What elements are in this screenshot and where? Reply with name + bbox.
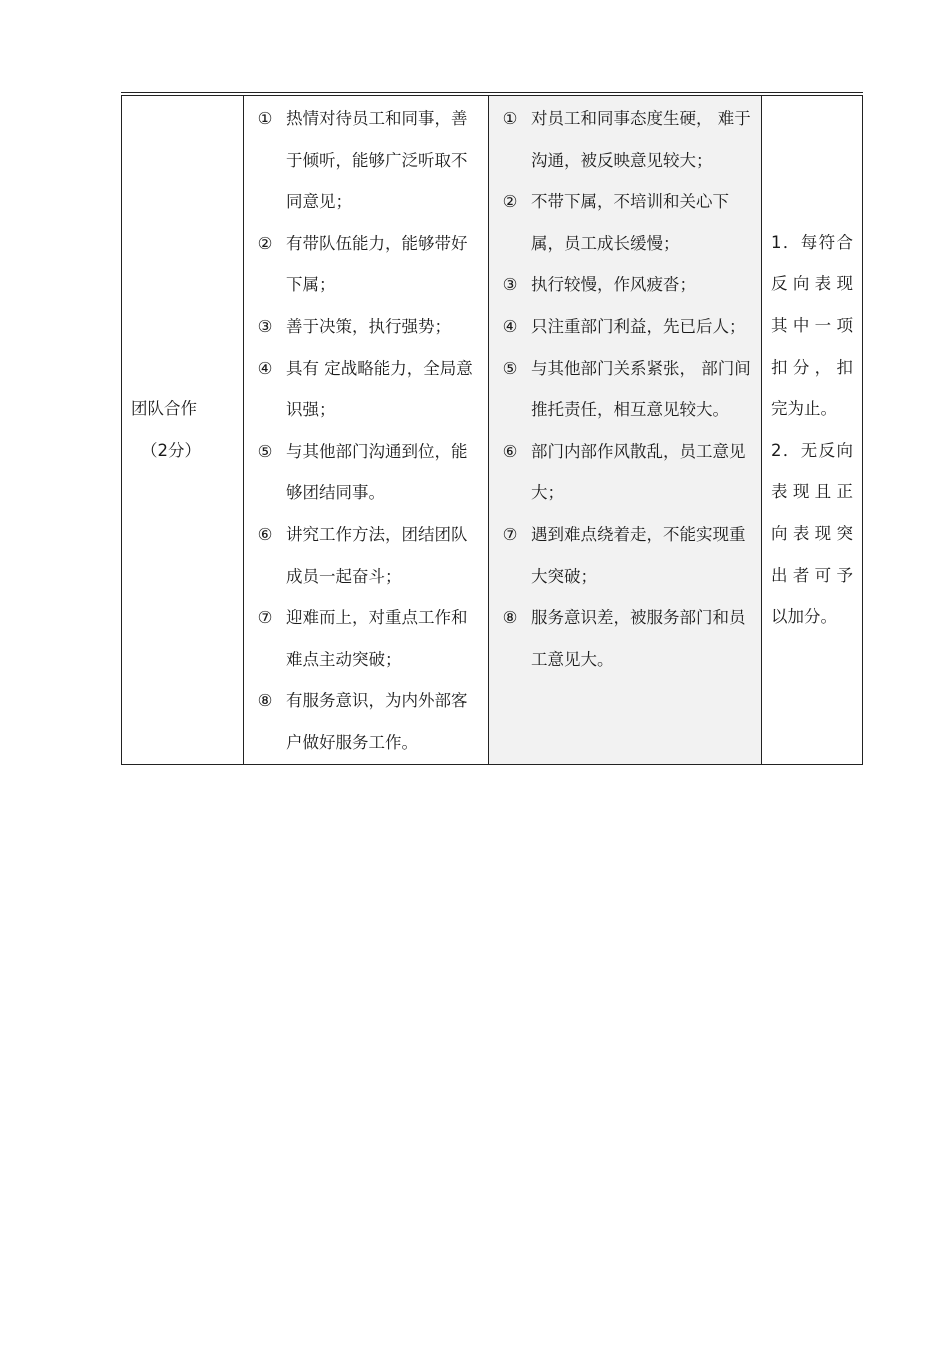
item-text: 迎难而上，对重点工作和难点主动突破；: [286, 608, 468, 669]
item-text: 具有 定战略能力，全局意识强；: [286, 358, 473, 420]
item-text: 执行较慢，作风疲沓；: [531, 275, 696, 295]
list-item: [244, 680, 488, 763]
list-item: [489, 98, 761, 181]
list-item: [489, 348, 761, 431]
list-item: [489, 431, 761, 514]
item-text: 与其他部门沟通到位，能够团结同事。: [286, 441, 468, 503]
list-item: [489, 514, 761, 597]
scoring-note-1: 1．每符合反向表现其中一项扣分，扣完为止。: [771, 232, 853, 419]
item-text: 有服务意识，为内外部客户做好服务工作。: [286, 691, 468, 752]
list-item: [244, 306, 488, 348]
item-number: ③: [257, 316, 273, 336]
list-item: [489, 181, 761, 264]
item-number: ⑧: [257, 691, 273, 711]
item-number: ⑤: [502, 358, 518, 378]
item-text: 热情对待员工和同事，善于倾听，能够广泛听取不同意见；: [286, 109, 468, 212]
item-number: ④: [502, 316, 518, 336]
scoring-note-2: 2．无反向表现且正向表现突出者可予以加分。: [771, 440, 853, 627]
item-number: ⑥: [257, 524, 273, 544]
list-item: [244, 223, 488, 306]
item-number: ⑤: [257, 441, 273, 461]
item-number: ⑧: [502, 608, 518, 628]
negative-behaviors-cell: [489, 96, 762, 765]
table-row: [122, 96, 863, 765]
item-number: ④: [257, 358, 273, 378]
scoring-notes-cell: [762, 96, 863, 765]
negative-behaviors-list: [489, 98, 761, 680]
item-text: 与其他部门关系紧张， 部门间推托责任，相互意见较大。: [531, 358, 751, 420]
list-item: [244, 348, 488, 431]
item-number: ①: [257, 109, 273, 128]
list-item: [489, 597, 761, 680]
item-number: ②: [502, 192, 518, 212]
list-item: [244, 98, 488, 223]
item-text: 讲究工作方法，团结团队成员一起奋斗；: [286, 524, 468, 586]
list-item: [489, 264, 761, 306]
item-number: ⑦: [257, 608, 273, 628]
positive-behaviors-cell: [244, 96, 489, 765]
list-item: [489, 306, 761, 348]
list-item: [244, 514, 488, 597]
item-text: 部门内部作风散乱，员工意见大；: [531, 441, 746, 503]
list-item: [244, 431, 488, 514]
dimension-name: 团队合作: [131, 399, 197, 419]
item-number: ③: [502, 275, 518, 295]
item-text: 遇到难点绕着走，不能实现重大突破；: [531, 524, 746, 586]
item-text: 有带队伍能力，能够带好下属；: [286, 233, 468, 295]
table-top-rule: [121, 92, 863, 93]
item-text: 服务意识差，被服务部门和员工意见大。: [531, 608, 746, 669]
evaluation-table: [121, 95, 863, 765]
list-item: [244, 597, 488, 680]
item-text: 不带下属，不培训和关心下属，员工成长缓慢；: [531, 192, 729, 253]
item-number: ①: [502, 109, 518, 128]
item-number: ⑥: [502, 441, 518, 461]
item-text: 善于决策，执行强势；: [286, 316, 451, 336]
item-text: 对员工和同事态度生硬， 难于沟通，被反映意见较大；: [531, 109, 751, 170]
item-number: ②: [257, 233, 273, 253]
item-number: ⑦: [502, 524, 518, 544]
positive-behaviors-list: [244, 98, 488, 764]
dimension-score: （2分）: [141, 440, 201, 460]
dimension-cell: [122, 96, 244, 765]
item-text: 只注重部门利益，先已后人；: [531, 316, 746, 336]
